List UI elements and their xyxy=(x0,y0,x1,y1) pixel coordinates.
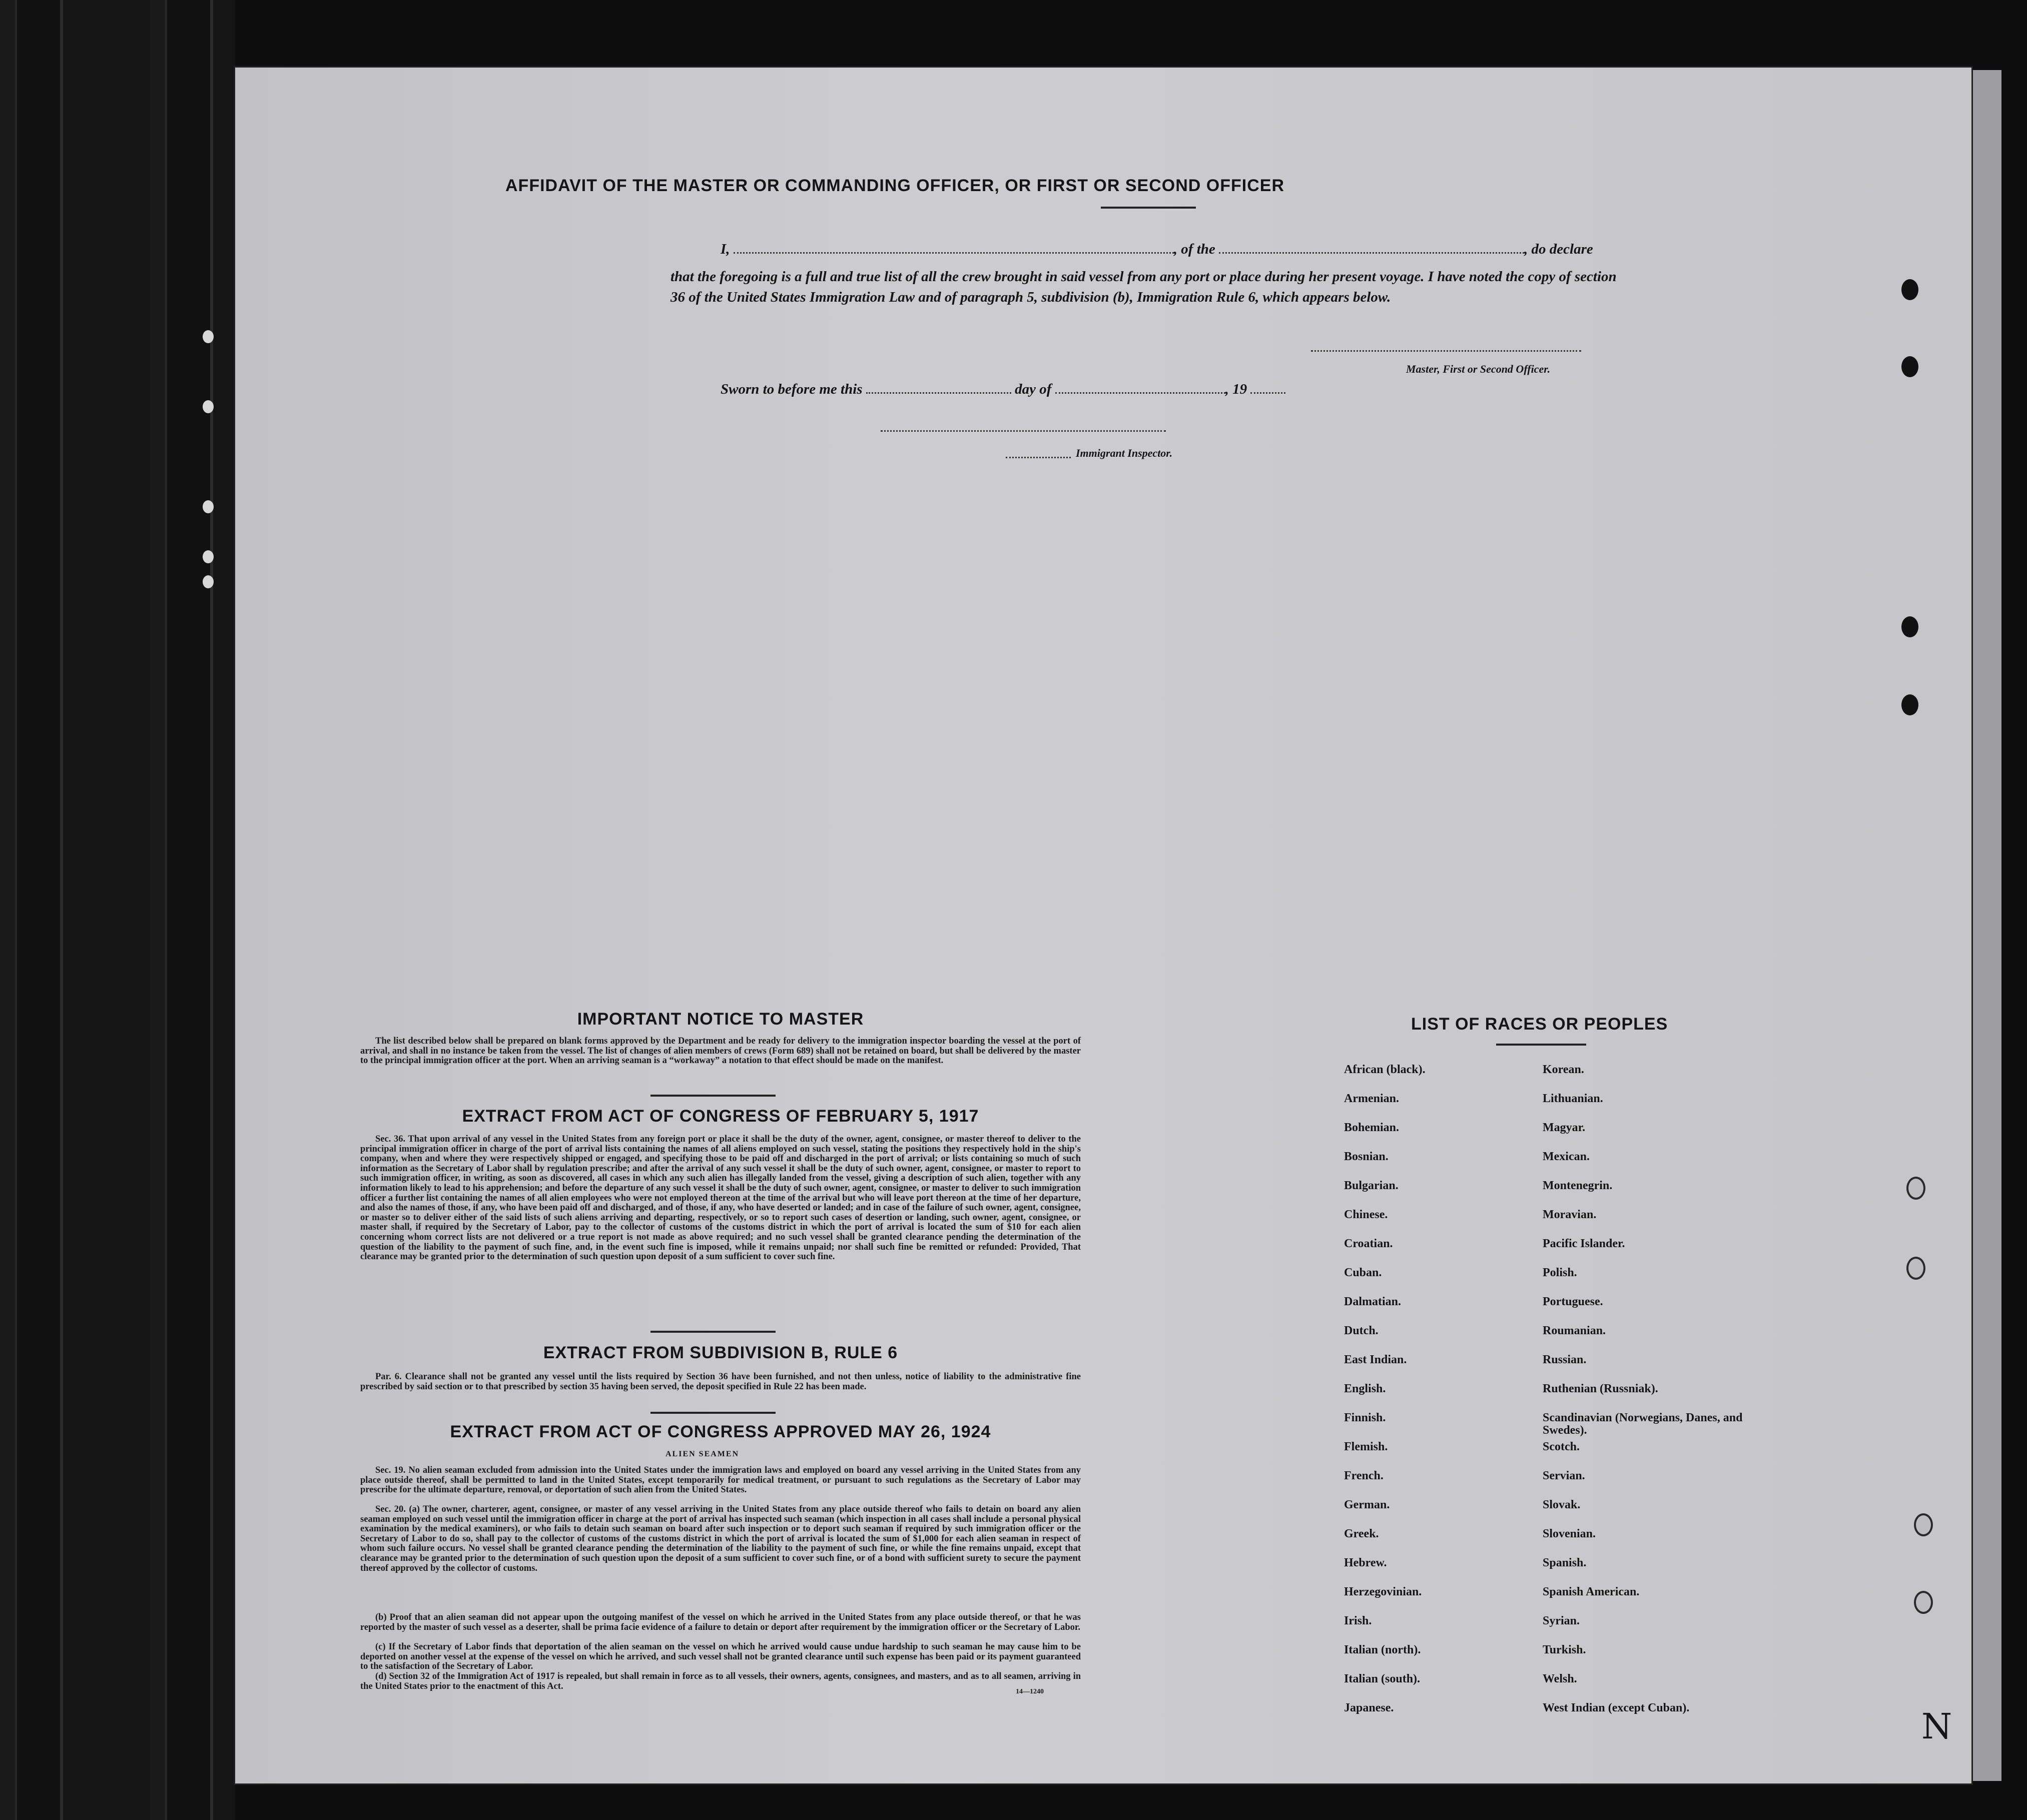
race-item: Bulgarian. xyxy=(1344,1179,1399,1192)
races-title-rule xyxy=(1496,1044,1586,1046)
title-rule xyxy=(1101,207,1196,209)
form-number: 14—1240 xyxy=(1016,1688,1044,1695)
notice-text: The list described below shall be prepared on blank forms approved by the Department and be ready for delivery to the immigration inspector boarding the vessel at the port of arrival, and shall in no instance be taken from the vessel. The list of changes of alien members of crews (Form 689) shall not be retained on board, but shall be delivered by the master to the principal immigration officer at the port. When an arriving seaman is a “workaway” a notation to that effect should be made on the manifest. xyxy=(360,1036,1081,1066)
strip-hole xyxy=(203,575,214,588)
sworn-month-blank[interactable] xyxy=(1055,392,1225,394)
race-item: West Indian (except Cuban). xyxy=(1543,1701,1690,1714)
punch-ring xyxy=(1906,1177,1925,1200)
race-item: Italian (south). xyxy=(1344,1672,1421,1685)
extract-1924-sec20a: Sec. 20. (a) The owner, charterer, agent, consignee, or master of any vessel arriving in the United States from any place outside thereof who fails to detain on board any alien seaman employed on such vessel until the immigration officer in charge at the port of arrival has inspected such seaman (which inspection in all cases shall include a personal physical examination by the medical examiners), or who fails to detain such seaman on board after such inspection or to deport such seaman if required by such immigration officer or the Secretary of Labor to do so, shall pay to the collector of customs of the customs district in which the port of arrival is located the sum of $1,000 for each alien seaman in respect of whom such failure occurs. No vessel shall be granted clearance pending the determination of the liability to the payment of such fine, or while the fine remains unpaid, except that clearance may be granted prior to the determination of such question upon the deposit of a sum sufficient to cover such fine, or of a bond with sufficient surety to secure the payment thereof approved by the collector of customs. xyxy=(360,1504,1081,1573)
extract-1924-sec19: Sec. 19. No alien seaman excluded from admission into the United States under the immigration laws and employed on board any vessel arriving in the United States from any place outside thereof, shall be permitted to land in the United States, except temporarily for medical treatment, or pursuant to such regulations as the Secretary of Labor may prescribe for the ultimate departure, removal, or deportation of such alien from the United States. xyxy=(360,1465,1081,1495)
races-column-2 xyxy=(1543,1064,1743,1731)
extract-rule6-title: EXTRACT FROM SUBDIVISION B, RULE 6 xyxy=(543,1343,898,1362)
notice-title: IMPORTANT NOTICE TO MASTER xyxy=(577,1010,864,1029)
race-item: Montenegrin. xyxy=(1543,1179,1613,1192)
race-item: Roumanian. xyxy=(1543,1324,1606,1337)
race-item: Slovenian. xyxy=(1543,1527,1596,1540)
declare-i: I, xyxy=(721,241,730,257)
race-item: Servian. xyxy=(1543,1469,1585,1482)
affidavit-title: AFFIDAVIT OF THE MASTER OR COMMANDING OFFICER, OR FIRST OR SECOND OFFICER xyxy=(505,176,1284,195)
sworn-start: Sworn to before me this xyxy=(721,381,863,397)
sworn-line xyxy=(721,381,1285,398)
race-item: African (black). xyxy=(1344,1063,1426,1076)
race-item: Irish. xyxy=(1344,1614,1372,1627)
declare-end: , do declare xyxy=(1524,241,1593,257)
punch-ring xyxy=(1914,1591,1933,1614)
extract-1924-sec20c: (c) If the Secretary of Labor finds that deportation of the alien seaman on the vessel on which he arrived would cause undue hardship to such seaman he may cause him to be deported on another vessel at the expense of the vessel on which he arrived, and such vessel shall not be granted clearance until such expense has been paid or its payment guaranteed to the satisfaction of the Secretary of Labor. xyxy=(360,1642,1081,1672)
extract-1924-sec20b: (b) Proof that an alien seaman did not appear upon the outgoing manifest of the vessel on which he arrived in the United States from any place outside thereof, or that he was reported by the master of such vessel as a deserter, shall be prima facie evidence of a failure to detain or deport after requirement by the immigration officer or the Secretary of Labor. xyxy=(360,1612,1081,1632)
race-item: Spanish American. xyxy=(1543,1585,1640,1598)
race-item: Japanese. xyxy=(1344,1701,1394,1714)
punch-hole xyxy=(1901,694,1918,715)
strip-hole xyxy=(203,500,214,513)
punch-ring xyxy=(1914,1513,1933,1536)
race-item: Polish. xyxy=(1543,1266,1577,1279)
section-rule xyxy=(650,1412,776,1414)
declare-of-the: , of the xyxy=(1173,241,1215,257)
race-item: Korean. xyxy=(1543,1063,1584,1076)
affidavit-declaration-line xyxy=(721,241,1593,258)
race-item: Dutch. xyxy=(1344,1324,1379,1337)
strip-hole xyxy=(203,400,214,413)
race-item: Finnish. xyxy=(1344,1411,1386,1424)
race-item: Welsh. xyxy=(1543,1672,1577,1685)
extract-1917-title: EXTRACT FROM ACT OF CONGRESS OF FEBRUARY 5, 1917 xyxy=(462,1107,979,1126)
section-rule xyxy=(650,1095,776,1097)
sworn-day-of: day of xyxy=(1015,381,1052,397)
race-item: Herzegovinian. xyxy=(1344,1585,1422,1598)
section-rule xyxy=(650,1331,776,1333)
races-title: LIST OF RACES OR PEOPLES xyxy=(1411,1015,1668,1034)
race-item: German. xyxy=(1344,1498,1390,1511)
race-item: Hebrew. xyxy=(1344,1556,1387,1569)
race-item: English. xyxy=(1344,1382,1386,1395)
strip-hole xyxy=(203,330,214,343)
extract-1924-sec20d: (d) Section 32 of the Immigration Act of 1917 is repealed, but shall remain in force as to all vessels, their owners, agents, consignees, and masters, and as to all seamen, arriving in the United States prior to the enactment of this Act. xyxy=(360,1671,1081,1691)
sworn-year-blank[interactable] xyxy=(1250,392,1285,394)
affidavit-body: that the foregoing is a full and true list of all the crew brought in said vessel from any port or place during her present voyage. I have noted the copy of section 36 of the United States Immigration Law and of paragraph 5, subdivision (b), Immigration Rule 6, which appears below. xyxy=(670,269,1617,305)
master-signature-blank[interactable] xyxy=(1311,350,1581,352)
race-item: Bosnian. xyxy=(1344,1150,1389,1163)
extract-1924-title: EXTRACT FROM ACT OF CONGRESS APPROVED MAY 26, 1924 xyxy=(450,1422,991,1441)
race-item: Moravian. xyxy=(1543,1208,1597,1221)
race-item: Flemish. xyxy=(1344,1440,1388,1453)
inspector-caption: Immigrant Inspector. xyxy=(1076,447,1173,459)
race-item: Portuguese. xyxy=(1543,1295,1603,1308)
signature-caption: Master, First or Second Officer. xyxy=(1406,363,1551,375)
sworn-year: , 19 xyxy=(1225,381,1247,397)
race-item: Dalmatian. xyxy=(1344,1295,1401,1308)
inspector-signature-blank[interactable] xyxy=(881,430,1166,432)
race-item: Armenian. xyxy=(1344,1092,1399,1105)
vessel-name-blank[interactable] xyxy=(1219,252,1524,254)
punch-ring xyxy=(1906,1257,1925,1280)
race-item: Mexican. xyxy=(1543,1150,1590,1163)
alien-seamen-subtitle: ALIEN SEAMEN xyxy=(665,1450,740,1458)
sworn-date-blank[interactable] xyxy=(866,392,1011,394)
film-edge-strip xyxy=(0,0,235,1820)
race-item: Croatian. xyxy=(1344,1237,1393,1250)
race-item: Russian. xyxy=(1543,1353,1587,1366)
race-item: Cuban. xyxy=(1344,1266,1382,1279)
race-item: Lithuanian. xyxy=(1543,1092,1603,1105)
race-item: Italian (north). xyxy=(1344,1643,1421,1656)
race-item: Ruthenian (Russniak). xyxy=(1543,1382,1658,1395)
underlying-page-edge xyxy=(1971,70,2001,1781)
race-item: Spanish. xyxy=(1543,1556,1587,1569)
race-item: Syrian. xyxy=(1543,1614,1580,1627)
race-item: Chinese. xyxy=(1344,1208,1388,1221)
race-item: French. xyxy=(1344,1469,1384,1482)
inspector-prefix-blank[interactable] xyxy=(1006,447,1071,458)
race-item: Slovak. xyxy=(1543,1498,1581,1511)
strip-hole xyxy=(203,550,214,563)
race-item: East Indian. xyxy=(1344,1353,1407,1366)
extract-rule6-text: Par. 6. Clearance shall not be granted any vessel until the lists required by Section 36 have been furnished, and not then unless, notice of liability to the administrative fine prescribed by said section or to that prescribed by section 35 having been served, the deposit specified in Rule 22 has been made. xyxy=(360,1372,1081,1392)
punch-hole xyxy=(1901,356,1918,377)
punch-hole xyxy=(1901,279,1918,300)
race-item: Magyar. xyxy=(1543,1121,1586,1134)
race-item: Bohemian. xyxy=(1344,1121,1400,1134)
races-column-1 xyxy=(1344,1064,1534,1731)
master-name-blank[interactable] xyxy=(734,252,1174,254)
punch-hole xyxy=(1901,616,1918,637)
handwritten-mark: N xyxy=(1921,1706,1952,1747)
extract-1917-text: Sec. 36. That upon arrival of any vessel in the United States from any foreign port or place it shall be the duty of the owner, agent, consignee, or master thereof to deliver to the principal immigration officer in charge of the port of arrival lists containing the names of all aliens employed on such vessel, stating the positions they respectively hold in the ship's company, when and where they were respectively shipped or engaged, and specifying those to be paid off and discharged in the port of arrival; or lists containing so much of such information as the Secretary of Labor shall by regulation prescribe; and after the arrival of any such vessel it shall be the duty of such owner, agent, consignee, or master to report to such immigration officer, in writing, as soon as discovered, all cases in which any such alien has illegally landed from the vessel, giving a description of such alien, together with any information likely to lead to his apprehension; and before the departure of any such vessel it shall be the duty of such owner, agent, consignee, or master to deliver to such immigration officer a further list containing the names of all alien employees who were not employed thereon at the time of the arrival but who will leave port thereon at the time of her departure, and also the names of those, if any, who have been paid off and discharged, and of those, if any, who have deserted or landed; and in case of the failure of such owner, agent, consignee, or master so to deliver either of the said lists of such aliens arriving and departing, respectively, or so to report such cases of desertion or landing, such owner, agent, consignee, or master shall, if required by the Secretary of Labor, pay to the collector of customs of the customs district in which the port of arrival is located the sum of $10 for each alien concerning whom correct lists are not delivered or a true report is not made as above required; and no such vessel shall be granted clearance pending the determination of the question of the liability to the payment of such fine, and, in the event such fine is imposed, while it remains unpaid; nor shall such fine be remitted or refunded: Provided, That clearance may be granted prior to the determination of such question upon deposit of a sum sufficient to cover such fine. xyxy=(360,1134,1081,1262)
race-item: Turkish. xyxy=(1543,1643,1586,1656)
race-item: Pacific Islander. xyxy=(1543,1237,1625,1250)
race-item: Greek. xyxy=(1344,1527,1379,1540)
race-item: Scotch. xyxy=(1543,1440,1580,1453)
race-item: Scandinavian (Norwegians, Danes, and Swedes). xyxy=(1543,1411,1743,1437)
